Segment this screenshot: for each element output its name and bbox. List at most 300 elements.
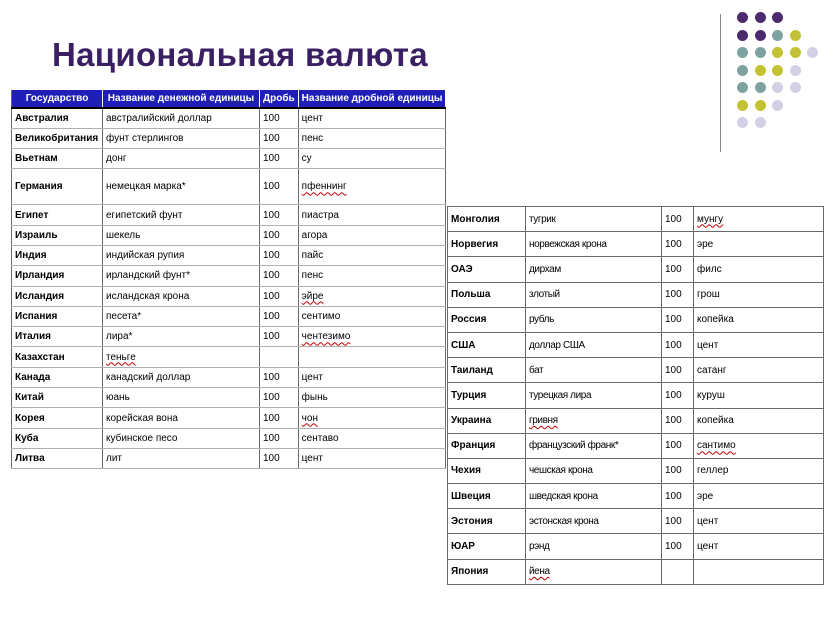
currency-cell [103, 327, 260, 347]
fraction-text: 100 [263, 371, 280, 383]
country-cell [448, 559, 526, 584]
currency-text: чешская крона [529, 465, 593, 477]
subunit-text: цент [697, 541, 719, 553]
country-cell [448, 332, 526, 357]
currency-text: корейская вона [106, 412, 178, 424]
fraction-text: 100 [263, 153, 280, 165]
fraction-text: 100 [263, 290, 280, 302]
country-cell [448, 509, 526, 534]
country-text: Китай [15, 392, 44, 404]
fraction-cell [260, 149, 299, 169]
fraction-cell [662, 458, 694, 483]
subunit-cell [298, 128, 446, 148]
table-row [12, 327, 446, 347]
subunit-cell [298, 286, 446, 306]
currency-cell [526, 484, 662, 509]
country-cell [448, 408, 526, 433]
currency-text: дирхам [529, 263, 561, 275]
currency-text: рубль [529, 314, 554, 326]
currency-cell [103, 108, 260, 128]
fraction-text: 100 [263, 250, 280, 262]
table-row [12, 448, 446, 468]
currency-cell [103, 286, 260, 306]
country-cell [12, 428, 103, 448]
decor-dot [790, 82, 801, 93]
fraction-cell [260, 306, 299, 326]
fraction-text: 100 [665, 364, 682, 376]
decor-dot [772, 30, 783, 41]
country-text: США [451, 339, 476, 351]
currency-text: тугрик [529, 213, 556, 225]
subunit-cell [694, 433, 824, 458]
subunit-text: сантимо [697, 440, 736, 452]
decor-dot [772, 82, 783, 93]
currency-cell [526, 282, 662, 307]
table-row [12, 388, 446, 408]
fraction-text: 100 [665, 289, 682, 301]
table-row [448, 408, 824, 433]
decor-dot [737, 47, 748, 58]
currency-text: злотый [529, 289, 560, 301]
decor-divider-line [720, 14, 721, 152]
decor-dot [790, 65, 801, 76]
fraction-cell [662, 232, 694, 257]
subunit-text: цент [301, 453, 323, 465]
currency-cell [103, 245, 260, 265]
decor-dot [772, 65, 783, 76]
fraction-cell [662, 332, 694, 357]
country-text: Чехия [451, 465, 481, 477]
currency-cell [103, 388, 260, 408]
subunit-text: цент [301, 112, 323, 124]
currency-cell [526, 232, 662, 257]
header-subunit: Название дробной единицы [298, 90, 446, 108]
subunit-text: филс [697, 263, 722, 275]
fraction-text: 100 [263, 331, 280, 343]
country-cell [12, 266, 103, 286]
country-text: Исландия [15, 290, 65, 302]
fraction-cell [260, 286, 299, 306]
subunit-text: эйре [301, 290, 324, 302]
subunit-text: пфеннинг [301, 181, 347, 193]
decor-dot [790, 30, 801, 41]
subunit-cell [694, 257, 824, 282]
subunit-text: пиастра [301, 209, 339, 221]
table-row [448, 307, 824, 332]
currency-text: лира* [106, 331, 133, 343]
currency-text: донг [106, 153, 127, 165]
currency-table-right [447, 206, 824, 585]
fraction-text: 100 [263, 270, 280, 282]
decor-dot [737, 65, 748, 76]
fraction-cell [260, 266, 299, 286]
country-cell [12, 108, 103, 128]
subunit-cell [694, 332, 824, 357]
currency-text: немецкая марка* [106, 181, 186, 193]
header-fraction: Дробь [260, 90, 299, 108]
currency-cell [103, 205, 260, 225]
subunit-text: пенс [301, 270, 324, 282]
fraction-text: 100 [263, 392, 280, 404]
fraction-cell [260, 448, 299, 468]
currency-text: французский франк* [529, 440, 619, 452]
subunit-cell [298, 205, 446, 225]
subunit-cell [298, 327, 446, 347]
currency-cell [103, 408, 260, 428]
country-text: Куба [15, 432, 39, 444]
country-cell [12, 367, 103, 387]
currency-cell [526, 257, 662, 282]
subunit-cell [694, 408, 824, 433]
subunit-cell [694, 534, 824, 559]
fraction-text: 100 [665, 263, 682, 275]
subunit-text: грош [697, 289, 720, 301]
fraction-text: 100 [263, 209, 280, 221]
currency-text: турецкая лира [529, 389, 592, 401]
subunit-cell [298, 149, 446, 169]
table-row [12, 225, 446, 245]
currency-cell [103, 448, 260, 468]
fraction-cell [260, 225, 299, 245]
currency-cell [103, 266, 260, 286]
subunit-text: геллер [697, 465, 729, 477]
country-cell [448, 358, 526, 383]
country-text: Украина [451, 415, 492, 427]
decor-dot [737, 82, 748, 93]
subunit-cell [298, 367, 446, 387]
subunit-text: пайс [301, 250, 324, 262]
country-text: Германия [15, 181, 63, 193]
country-text: Швеция [451, 490, 491, 502]
country-cell [12, 149, 103, 169]
country-cell [448, 282, 526, 307]
table-row [448, 484, 824, 509]
currency-cell [526, 559, 662, 584]
table-row [448, 207, 824, 232]
subunit-text: эре [697, 490, 714, 502]
currency-text: доллар США [529, 339, 585, 351]
decor-dot [807, 47, 818, 58]
country-text: Египет [15, 209, 49, 221]
fraction-text: 100 [665, 490, 682, 502]
fraction-cell [662, 484, 694, 509]
subunit-text: цент [301, 371, 323, 383]
fraction-cell [662, 433, 694, 458]
subunit-cell [694, 282, 824, 307]
fraction-text: 100 [665, 339, 682, 351]
decor-dot [755, 47, 766, 58]
fraction-text: 100 [263, 112, 280, 124]
subunit-cell [694, 458, 824, 483]
fraction-text: 100 [665, 314, 682, 326]
country-cell [12, 327, 103, 347]
currency-cell [103, 306, 260, 326]
currency-cell [526, 408, 662, 433]
table-row [448, 257, 824, 282]
currency-cell [526, 383, 662, 408]
country-text: Канада [15, 371, 51, 383]
country-cell [12, 306, 103, 326]
subunit-text: сатанг [697, 364, 727, 376]
fraction-cell [662, 282, 694, 307]
currency-text: канадский доллар [106, 371, 191, 383]
fraction-cell [260, 108, 299, 128]
fraction-cell [260, 347, 299, 367]
country-text: Казахстан [15, 351, 65, 363]
country-cell [12, 408, 103, 428]
subunit-cell [298, 388, 446, 408]
table-row [12, 367, 446, 387]
country-text: Турция [451, 389, 487, 401]
decor-dot [790, 47, 801, 58]
currency-cell [526, 458, 662, 483]
decor-dot-grid [737, 12, 827, 136]
decor-dot [755, 65, 766, 76]
table-row [12, 108, 446, 128]
table-row [448, 534, 824, 559]
fraction-cell [662, 307, 694, 332]
currency-text: лит [106, 453, 123, 465]
decor-dot [772, 100, 783, 111]
fraction-text: 100 [665, 541, 682, 553]
subunit-text: куруш [697, 389, 725, 401]
country-text: Испания [15, 311, 58, 323]
currency-text: исландская крона [106, 290, 190, 302]
country-text: Вьетнам [15, 153, 58, 165]
currency-text: фунт стерлингов [106, 132, 184, 144]
table-row [12, 205, 446, 225]
currency-text: рэнд [529, 541, 550, 553]
currency-text: шведская крона [529, 490, 598, 502]
currency-text: эстонская крона [529, 515, 599, 527]
country-cell [12, 448, 103, 468]
fraction-cell [260, 367, 299, 387]
country-text: Россия [451, 314, 487, 326]
decor-dot [737, 117, 748, 128]
currency-text: гривня [529, 415, 558, 427]
fraction-text: 100 [263, 311, 280, 323]
subunit-text: агора [301, 229, 328, 241]
subunit-cell [298, 225, 446, 245]
subunit-text: копейка [697, 314, 734, 326]
currency-text: египетский фунт [106, 209, 183, 221]
country-text: Корея [15, 412, 45, 424]
fraction-cell [662, 408, 694, 433]
currency-text: шекель [106, 229, 141, 241]
country-text: Эстония [451, 515, 493, 527]
table-row [448, 282, 824, 307]
subunit-cell [694, 358, 824, 383]
subunit-cell [298, 245, 446, 265]
table-row [12, 306, 446, 326]
table-row [12, 169, 446, 205]
subunit-cell [694, 383, 824, 408]
decor-dot [737, 100, 748, 111]
decor-dot [755, 117, 766, 128]
subunit-cell [298, 266, 446, 286]
header-currency: Название денежной единицы [103, 90, 260, 108]
subunit-cell [298, 306, 446, 326]
currency-cell [103, 149, 260, 169]
currency-cell [103, 169, 260, 205]
country-cell [448, 257, 526, 282]
table-row [448, 332, 824, 357]
subunit-text: фынь [301, 392, 328, 404]
fraction-text: 100 [263, 412, 280, 424]
fraction-cell [662, 207, 694, 232]
table-row [12, 149, 446, 169]
country-text: Австралия [15, 112, 69, 124]
country-text: Польша [451, 289, 491, 301]
fraction-text: 100 [665, 389, 682, 401]
country-text: Израиль [15, 229, 58, 241]
table-row [448, 358, 824, 383]
currency-cell [526, 534, 662, 559]
fraction-cell [260, 327, 299, 347]
table-row [448, 509, 824, 534]
decor-dot [737, 30, 748, 41]
currency-cell [103, 225, 260, 245]
country-cell [448, 307, 526, 332]
country-cell [448, 433, 526, 458]
fraction-cell [662, 257, 694, 282]
currency-text: йена [529, 566, 550, 578]
country-text: Литва [15, 453, 45, 465]
country-cell [12, 169, 103, 205]
subunit-text: мунгу [697, 213, 724, 225]
currency-cell [526, 358, 662, 383]
currency-cell [526, 509, 662, 534]
country-cell [12, 225, 103, 245]
country-cell [448, 232, 526, 257]
fraction-cell [260, 428, 299, 448]
country-cell [12, 128, 103, 148]
fraction-text: 100 [665, 415, 682, 427]
country-text: ОАЭ [451, 263, 473, 275]
decor-dot [737, 12, 748, 23]
fraction-text: 100 [665, 238, 682, 250]
table-header-row [12, 90, 446, 108]
fraction-text: 100 [665, 465, 682, 477]
fraction-cell [260, 408, 299, 428]
currency-text: бат [529, 364, 544, 376]
currency-text: теньге [106, 351, 136, 363]
decor-dot [755, 12, 766, 23]
subunit-cell [694, 307, 824, 332]
country-text: Индия [15, 250, 47, 262]
fraction-cell [260, 205, 299, 225]
country-cell [12, 205, 103, 225]
decor-dot [772, 12, 783, 23]
subunit-cell [694, 509, 824, 534]
fraction-cell [260, 128, 299, 148]
fraction-text: 100 [665, 213, 682, 225]
subunit-text: чон [301, 412, 318, 424]
fraction-text: 100 [263, 432, 280, 444]
country-cell [448, 458, 526, 483]
fraction-cell [662, 509, 694, 534]
table-row [448, 383, 824, 408]
currency-table-left [11, 90, 446, 469]
subunit-cell [694, 207, 824, 232]
currency-text: юань [106, 392, 130, 404]
country-text: Италия [15, 331, 51, 343]
decor-dot [755, 100, 766, 111]
fraction-text: 100 [665, 515, 682, 527]
subunit-cell [298, 408, 446, 428]
subunit-text: цент [697, 515, 719, 527]
table-row [12, 347, 446, 367]
currency-text: индийская рупия [106, 250, 185, 262]
table-row [448, 559, 824, 584]
subunit-cell [694, 559, 824, 584]
table-row [448, 433, 824, 458]
table-row [12, 245, 446, 265]
currency-text: кубинское песо [106, 432, 178, 444]
table-row [12, 286, 446, 306]
fraction-cell [662, 559, 694, 584]
currency-text: австралийский доллар [106, 112, 212, 124]
currency-cell [103, 128, 260, 148]
subunit-cell [694, 232, 824, 257]
subunit-cell [298, 448, 446, 468]
country-text: Норвегия [451, 238, 499, 250]
decor-dot [772, 47, 783, 58]
fraction-cell [662, 358, 694, 383]
country-cell [12, 245, 103, 265]
table-row [12, 128, 446, 148]
currency-text: песета* [106, 311, 142, 323]
fraction-cell [260, 388, 299, 408]
country-cell [12, 286, 103, 306]
table-row [12, 266, 446, 286]
country-text: Таиланд [451, 364, 493, 376]
country-cell [448, 383, 526, 408]
country-text: Франция [451, 440, 496, 452]
header-country: Государство [12, 90, 103, 108]
subunit-text: цент [697, 339, 719, 351]
country-cell [448, 484, 526, 509]
currency-text: норвежская крона [529, 238, 607, 250]
currency-cell [526, 433, 662, 458]
currency-text: ирландский фунт* [106, 270, 190, 282]
table-row [448, 458, 824, 483]
fraction-text: 100 [263, 229, 280, 241]
currency-cell [526, 332, 662, 357]
subunit-text: эре [697, 238, 714, 250]
fraction-cell [662, 383, 694, 408]
currency-cell [526, 207, 662, 232]
subunit-cell [298, 169, 446, 205]
subunit-cell [298, 428, 446, 448]
subunit-text: су [301, 153, 312, 165]
fraction-text: 100 [263, 181, 280, 193]
fraction-cell [260, 169, 299, 205]
table-row [12, 428, 446, 448]
fraction-cell [662, 534, 694, 559]
table-row [12, 408, 446, 428]
page-title: Национальная валюта [52, 36, 428, 73]
country-text: Япония [451, 566, 489, 578]
subunit-text: пенс [301, 132, 324, 144]
country-text: Монголия [451, 213, 500, 225]
subunit-text: сентимо [301, 311, 341, 323]
country-text: ЮАР [451, 541, 475, 553]
subunit-cell [694, 484, 824, 509]
table-row [448, 232, 824, 257]
fraction-text: 100 [263, 453, 280, 465]
fraction-cell [260, 245, 299, 265]
